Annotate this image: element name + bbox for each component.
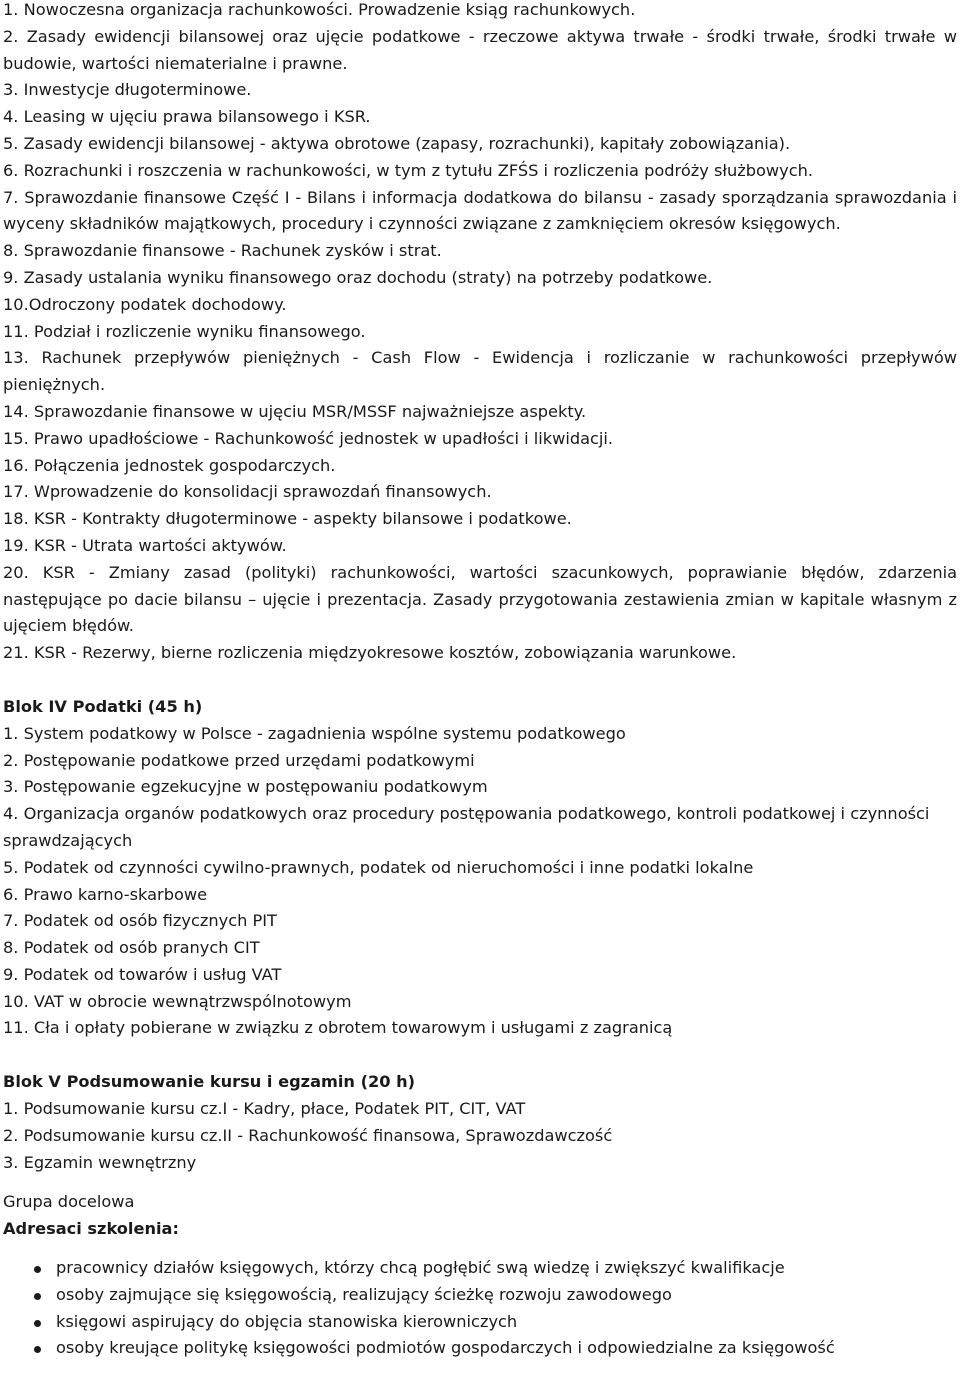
target-group-list [3, 1255, 957, 1362]
list-item: 10.Odroczony podatek dochodowy. [3, 294, 287, 314]
bullet-icon [34, 1346, 41, 1353]
list-item: 7. Sprawozdanie finansowe Część I - Bilans i informacja dodatkowa do bilansu - zasady sporządzania sprawozdania i wyceny składników majątkowych, procedury i czynności związane z zamknięciem okresów księgowych. [3, 187, 957, 234]
list-item: 17. Wprowadzenie do konsolidacji sprawozdań finansowych. [3, 482, 492, 502]
list-item: 11. Podział i rozliczenie wyniku finansowego. [3, 321, 366, 341]
list-item: 8. Podatek od osób pranych CIT [3, 938, 260, 958]
list-item: 4. Leasing w ujęciu prawa bilansowego i KSR. [3, 107, 371, 127]
list-item: 14. Sprawozdanie finansowe w ujęciu MSR/MSSF najważniejsze aspekty. [3, 401, 587, 421]
list-item [56, 1335, 957, 1362]
list-item: 5. Podatek od czynności cywilno-prawnych, podatek od nieruchomości i inne podatki lokalne [3, 857, 754, 877]
list-item: 10. VAT w obrocie wewnątrzwspólnotowym [3, 991, 352, 1011]
list-item: 7. Podatek od osób fizycznych PIT [3, 911, 277, 931]
list-item: 19. KSR - Utrata wartości aktywów. [3, 535, 287, 555]
list-item: 6. Rozrachunki i roszczenia w rachunkowości, w tym z tytułu ZFŚS i rozliczenia podróży służbowych. [3, 160, 814, 180]
list-item-text: osoby kreujące politykę księgowości podmiotów gospodarczych i odpowiedzialne za księgowość [56, 1338, 835, 1358]
list-item [56, 1282, 957, 1309]
list-item: 5. Zasady ewidencji bilansowej - aktywa obrotowe (zapasy, rozrachunki), kapitały zobowiązania). [3, 133, 791, 153]
list-item: 20. KSR - Zmiany zasad (polityki) rachunkowości, wartości szacunkowych, poprawianie błędów, zdarzenia następujące po dacie bilansu – ujęcie i prezentacja. Zasady przygotowania zestawienia zmian w kapitale własnym z ujęciem błędów. [3, 562, 957, 636]
list-item: 13. Rachunek przepływów pieniężnych - Cash Flow - Ewidencja i rozliczanie w rachunkowości przepływów pieniężnych. [3, 348, 957, 395]
list-item-text: pracownicy działów księgowych, którzy chcą pogłębić swą wiedzę i zwiększyć kwalifikacje [56, 1258, 785, 1278]
list-item: 21. KSR - Rezerwy, bierne rozliczenia międzyokresowe kosztów, zobowiązania warunkowe. [3, 643, 737, 663]
list-item: 2. Zasady ewidencji bilansowej oraz ujęcie podatkowe - rzeczowe aktywa trwałe - środki trwałe, środki trwałe w budowie, wartości niematerialne i prawne. [3, 26, 957, 73]
list-item: 3. Postępowanie egzekucyjne w postępowaniu podatkowym [3, 777, 488, 797]
bullet-icon [34, 1293, 41, 1300]
spacer [3, 1042, 957, 1069]
list-item: 4. Organizacja organów podatkowych oraz procedury postępowania podatkowego, kontroli podatkowej i czynności sprawdzających [3, 804, 930, 850]
list-item: 9. Zasady ustalania wyniku finansowego oraz dochodu (straty) na potrzeby podatkowe. [3, 267, 713, 287]
target-group-label: Grupa docelowa [3, 1192, 135, 1212]
list-item: 2. Podsumowanie kursu cz.II - Rachunkowość finansowa, Sprawozdawczość [3, 1125, 613, 1145]
spacer [3, 1176, 957, 1189]
list-item: 8. Sprawozdanie finansowe - Rachunek zysków i strat. [3, 241, 442, 261]
bullet-icon [34, 1320, 41, 1327]
list-item: 3. Egzamin wewnętrzny [3, 1152, 197, 1172]
list-item: 9. Podatek od towarów i usług VAT [3, 964, 282, 984]
list-item: 2. Postępowanie podatkowe przed urzędami podatkowymi [3, 750, 475, 770]
bullet-icon [34, 1266, 41, 1273]
list-item: 1. Nowoczesna organizacja rachunkowości. Prowadzenie ksiąg rachunkowych. [3, 0, 636, 19]
list-item [56, 1309, 957, 1336]
list-item [56, 1255, 957, 1282]
spacer [3, 667, 957, 694]
section-heading-taxes: Blok IV Podatki (45 h) [3, 696, 203, 716]
accounting-topics-list [3, 0, 957, 1362]
list-item: 6. Prawo karno-skarbowe [3, 884, 208, 904]
list-item-text: księgowi aspirujący do objęcia stanowiska kierowniczych [56, 1311, 518, 1331]
list-item-text: osoby zajmujące się księgowością, realizujący ścieżkę rozwoju zawodowego [56, 1284, 672, 1304]
list-item: 1. System podatkowy w Polsce - zagadnienia wspólne systemu podatkowego [3, 723, 626, 743]
list-item: 3. Inwestycje długoterminowe. [3, 80, 252, 100]
target-group-heading: Adresaci szkolenia: [3, 1219, 179, 1239]
list-item: 11. Cła i opłaty pobierane w związku z obrotem towarowym i usługami z zagranicą [3, 1018, 673, 1038]
list-item: 1. Podsumowanie kursu cz.I - Kadry, płace, Podatek PIT, CIT, VAT [3, 1099, 526, 1119]
section-heading-summary: Blok V Podsumowanie kursu i egzamin (20 h) [3, 1072, 416, 1092]
list-item: 15. Prawo upadłościowe - Rachunkowość jednostek w upadłości i likwidacji. [3, 428, 614, 448]
list-item: 16. Połączenia jednostek gospodarczych. [3, 455, 336, 475]
list-item: 18. KSR - Kontrakty długoterminowe - aspekty bilansowe i podatkowe. [3, 509, 572, 529]
